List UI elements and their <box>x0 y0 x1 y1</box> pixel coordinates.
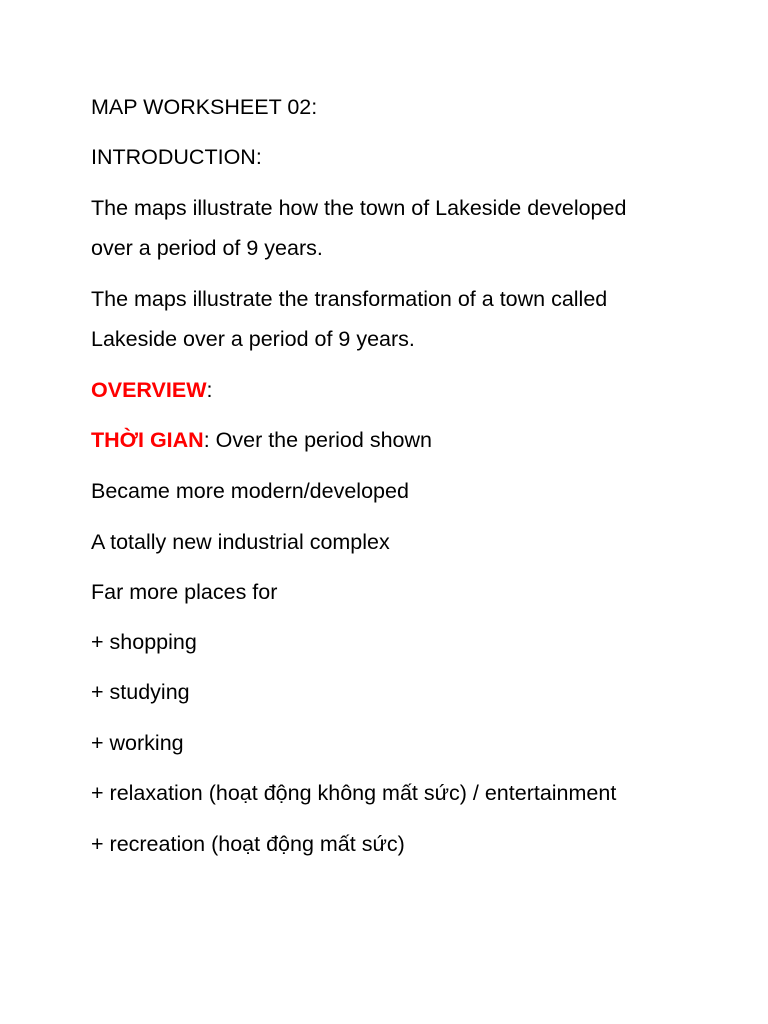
list-item: + working <box>91 731 184 755</box>
intro-paragraph-1 <box>91 188 691 268</box>
overview-label: OVERVIEW <box>91 378 207 402</box>
list-item: + recreation (hoạt động mất sức) <box>91 832 405 856</box>
intro-paragraph-2 <box>91 279 691 359</box>
worksheet-title: MAP WORKSHEET 02: <box>91 95 318 119</box>
industrial-line: A totally new industrial complex <box>91 530 390 554</box>
time-text: : Over the period shown <box>203 428 432 452</box>
overview-heading <box>91 370 691 410</box>
overview-colon: : <box>206 378 213 402</box>
places-line: Far more places for <box>91 580 278 604</box>
time-line <box>91 420 691 460</box>
list-item: + relaxation (hoạt động không mất sức) / entertainment <box>91 781 617 805</box>
intro-paragraph-2-line-2: Lakeside over a period of 9 years. <box>91 327 415 351</box>
list-item: + studying <box>91 680 190 704</box>
time-label: THỜI GIAN <box>91 428 204 452</box>
introduction-heading: INTRODUCTION: <box>91 145 262 169</box>
list-item: + shopping <box>91 630 197 654</box>
intro-paragraph-2-line-1: The maps illustrate the transformation of a town called <box>91 287 608 311</box>
intro-paragraph-1-line-2: over a period of 9 years. <box>91 236 323 260</box>
modern-line: Became more modern/developed <box>91 479 409 503</box>
intro-paragraph-1-line-1: The maps illustrate how the town of Lakeside developed <box>91 196 627 220</box>
